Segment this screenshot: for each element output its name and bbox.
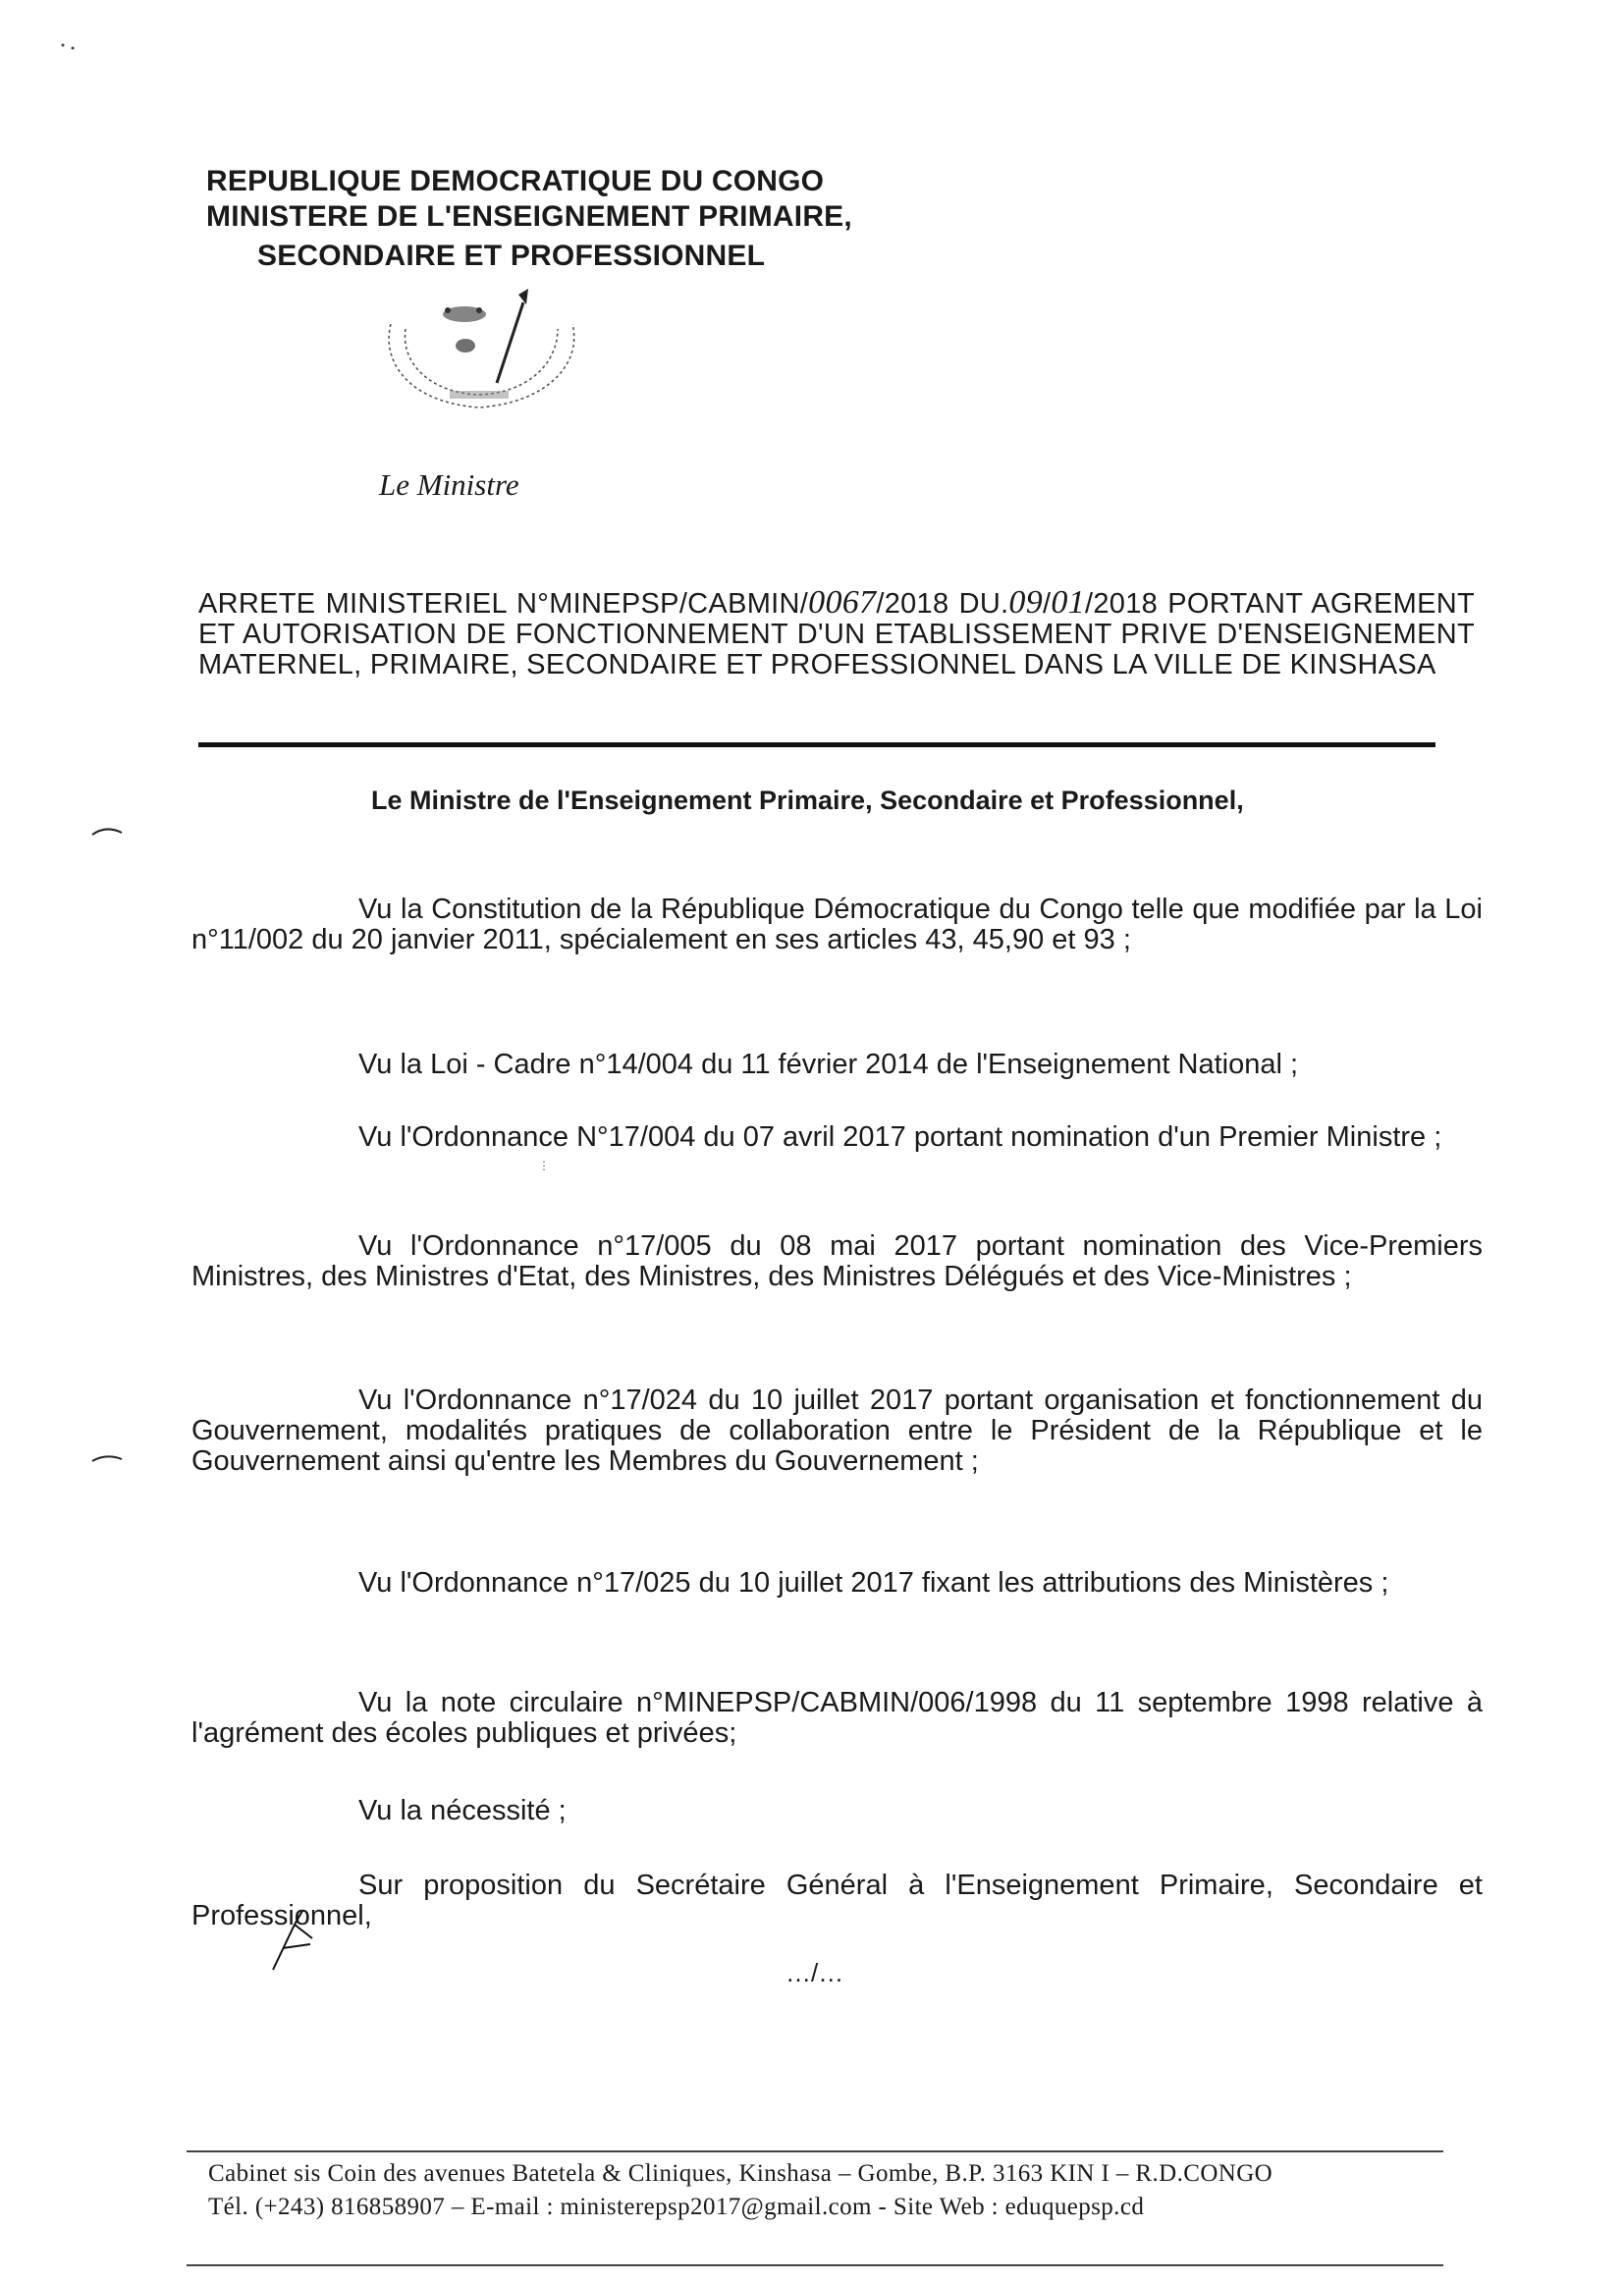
- header-country: REPUBLIQUE DEMOCRATIQUE DU CONGO: [206, 165, 825, 197]
- considerant-2: Vu la Loi - Cadre n°14/004 du 11 février 2014 de l'Enseignement National ;: [358, 1049, 1299, 1080]
- initials-mark-icon: [265, 1905, 324, 1974]
- continuation-mark: …/…: [785, 1958, 844, 1987]
- date-separator: /: [1043, 588, 1052, 620]
- considerant-6: Vu l'Ordonnance n°17/025 du 10 juillet 2017 fixant les attributions des Ministères ;: [358, 1567, 1389, 1599]
- considerant-3: Vu l'Ordonnance N°17/004 du 07 avril 2017 portant nomination d'un Premier Ministre ;: [358, 1121, 1442, 1153]
- considerant-7: Vu la note circulaire n°MINEPSP/CABMIN/006/1998 du 11 septembre 1998 relative à l'agrément des écoles publiques et privées;: [191, 1687, 1483, 1749]
- header-ministry-cont: SECONDAIRE ET PROFESSIONNEL: [257, 240, 766, 272]
- header-ministry: MINISTERE DE L'ENSEIGNEMENT PRIMAIRE,: [206, 200, 852, 233]
- considerant-4: Vu l'Ordonnance n°17/005 du 08 mai 2017 portant nomination des Vice-Premiers Ministres, des Ministres d'Etat, des Ministres, des Ministres Délégués et des Vice-Ministres ;: [191, 1230, 1483, 1292]
- decree-day: 09: [1008, 584, 1044, 621]
- decree-number: 0067: [808, 584, 877, 621]
- footer-address: Cabinet sis Coin des avenues Batetela & Cliniques, Kinshasa – Gombe, B.P. 3163 KIN I – R.D.CONGO: [208, 2160, 1273, 2187]
- considerant-5: Vu l'Ordonnance n°17/024 du 10 juillet 2017 portant organisation et fonctionnement du Gouvernement, modalités pratiques de collaboration entre le Président de la République et le Gouvernement ainsi qu'entre les Membres du Gouvernement ;: [191, 1385, 1483, 1477]
- coat-of-arms-icon: [371, 285, 597, 422]
- footer-rule-top: [187, 2150, 1443, 2152]
- considerant-9: Sur proposition du Secrétaire Général à l'Enseignement Primaire, Secondaire et Professionnel,: [191, 1870, 1483, 1931]
- punch-hole-mark-icon: [90, 825, 124, 839]
- footer-rule-bottom: [187, 2264, 1443, 2266]
- decree-month: 01: [1051, 584, 1085, 621]
- footer-contact: Tél. (+243) 816858907 – E-mail : ministerepsp2017@gmail.com - Site Web : eduquepsp.cd: [208, 2194, 1145, 2220]
- signatory-title: Le Ministre: [379, 467, 519, 502]
- punch-hole-mark-icon: [90, 1451, 124, 1465]
- decree-title: [198, 584, 1475, 680]
- decree-year-du: /2018 DU.: [876, 588, 1009, 620]
- decree-prefix: ARRETE MINISTERIEL N°MINEPSP/CABMIN/: [198, 588, 809, 620]
- decree-subject: /2018 PORTANT AGREMENT ET AUTORISATION DE FONCTIONNEMENT D'UN ETABLISSEMENT PRIVE D'ENSEIGNEMENT MATERNEL, PRIMAIRE, SECONDAIRE ET PROFESSIONNEL DANS LA VILLE DE KINSHASA: [198, 588, 1475, 680]
- scan-speck-icon: [59, 39, 79, 53]
- considerant-1: Vu la Constitution de la République Démocratique du Congo telle que modifiée par la Loi n°11/002 du 20 janvier 2011, spécialement en ses articles 43, 45,90 et 93 ;: [191, 894, 1483, 955]
- scan-speck-icon: ⋮: [538, 1159, 550, 1172]
- preamble: Le Ministre de l'Enseignement Primaire, Secondaire et Professionnel,: [371, 786, 1244, 815]
- considerant-8: Vu la nécessité ;: [358, 1795, 567, 1826]
- title-rule: [198, 742, 1435, 747]
